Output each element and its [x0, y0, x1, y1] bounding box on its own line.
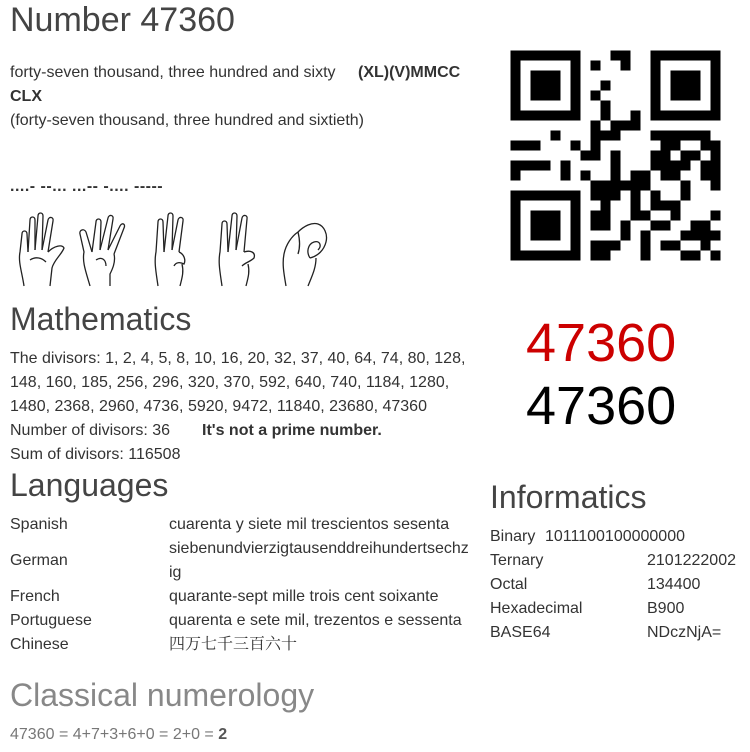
language-text-spanish: cuarenta y siete mil trescientos sesenta [169, 516, 450, 533]
binary-label: Binary [490, 528, 536, 545]
language-text-german-continued: ig [169, 564, 182, 581]
prime-status: It's not a prime number. [202, 422, 382, 439]
language-name-german: German [10, 552, 68, 569]
hand-sign-3-icon [146, 212, 198, 295]
ordinal-words: (forty-seven thousand, three hundred and sixtieth) [10, 112, 364, 129]
language-text-german: siebenundvierzigtausenddreihundertsechz [169, 540, 469, 557]
mathematics-heading: Mathematics [10, 301, 192, 337]
language-name-french: French [10, 588, 60, 605]
number-display-red: 47360 [526, 313, 677, 373]
language-name-portuguese: Portuguese [10, 612, 92, 629]
roman-numeral-continued: CLX [10, 88, 42, 105]
base64-value: NDczNjA= [647, 624, 722, 641]
language-text-french: quarante-sept mille trois cent soixante [169, 588, 439, 605]
binary-value: 1011100100000000 [545, 528, 685, 545]
page-title: Number 47360 [10, 1, 235, 39]
numerology-heading: Classical numerology [10, 677, 315, 713]
hand-sign-4-icon [12, 212, 68, 295]
number-display-black: 47360 [526, 376, 677, 436]
sum-of-divisors: Sum of divisors: 116508 [10, 446, 181, 463]
hexadecimal-label: Hexadecimal [490, 600, 583, 617]
language-text-portuguese: quarenta e sete mil, trezentos e sessenta [169, 612, 462, 629]
hand-sign-6-icon [210, 212, 262, 295]
hand-sign-0-icon [276, 212, 332, 295]
divisors-line-2: 148, 160, 185, 256, 296, 320, 370, 592, 640, 740, 1184, 1280, [10, 374, 450, 391]
octal-value: 134400 [647, 576, 701, 593]
hand-sign-7-icon [76, 212, 132, 295]
numerology-formula [10, 723, 227, 747]
ternary-label: Ternary [490, 552, 544, 569]
morse-code: ....- --... ...-- -.... ----- [10, 178, 164, 195]
informatics-heading: Informatics [490, 479, 647, 515]
language-text-chinese: 四万七千三百六十 [169, 636, 298, 653]
number-of-divisors: Number of divisors: 36 [10, 422, 171, 439]
hexadecimal-value: B900 [647, 600, 685, 617]
numerology-formula-text: 47360 = 4+7+3+6+0 = 2+0 = [10, 726, 219, 743]
qr-code-icon [510, 50, 721, 266]
languages-heading: Languages [10, 467, 169, 503]
ternary-value: 2101222002 [647, 552, 736, 569]
octal-label: Octal [490, 576, 528, 593]
roman-numeral: (XL)(V)MMCC [358, 64, 461, 81]
language-name-chinese: Chinese [10, 636, 69, 653]
number-in-words: forty-seven thousand, three hundred and sixty [10, 64, 336, 81]
base64-label: BASE64 [490, 624, 551, 641]
numerology-result: 2 [218, 726, 228, 743]
divisors-line-3: 1480, 2368, 2960, 4736, 5920, 9472, 11840, 23680, 47360 [10, 398, 427, 415]
divisors-line-1: The divisors: 1, 2, 4, 5, 8, 10, 16, 20, 32, 37, 40, 64, 74, 80, 128, [10, 350, 466, 367]
language-name-spanish: Spanish [10, 516, 68, 533]
